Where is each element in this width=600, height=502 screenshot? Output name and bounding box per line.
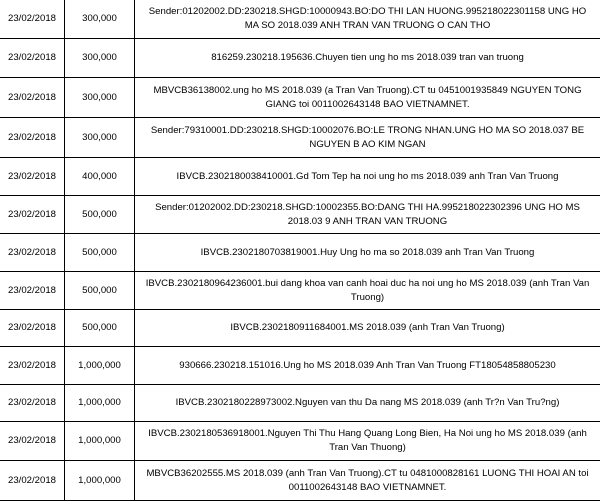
date-cell: 23/02/2018 (0, 78, 65, 118)
table-row (0, 39, 600, 78)
amount-cell: 1,000,000 (65, 385, 135, 422)
date-cell: 23/02/2018 (0, 196, 65, 234)
description-cell: 816259.230218.195636.Chuyen tien ung ho ms 2018.039 tran van truong (135, 39, 600, 78)
description-cell: IBVCB.2302180536918001.Nguyen Thi Thu Hang Quang Long Bien, Ha Noi ung ho MS 2018.039 (anh Tran Van Thuong) (135, 422, 600, 461)
description-cell: 930666.230218.151016.Ung ho MS 2018.039 Anh Tran Van Truong FT18054858805230 (135, 347, 600, 385)
amount-cell: 300,000 (65, 39, 135, 78)
date-cell: 23/02/2018 (0, 234, 65, 272)
amount-cell: 500,000 (65, 310, 135, 347)
description-cell: Sender:01202002.DD:230218.SHGD:10002355.BO:DANG THI HA.995218022302396 UNG HO MS 2018.03 9 ANH TRAN VAN TRUONG (135, 196, 600, 234)
description-cell: IBVCB.2302180228973002.Nguyen van thu Da nang MS 2018.039 (anh Tr?n Van Tru?ng) (135, 385, 600, 422)
amount-cell: 300,000 (65, 118, 135, 158)
amount-cell: 500,000 (65, 196, 135, 234)
amount-cell: 1,000,000 (65, 461, 135, 501)
date-cell: 23/02/2018 (0, 118, 65, 158)
table-row (0, 158, 600, 196)
table-row (0, 347, 600, 385)
table-row (0, 0, 600, 39)
description-cell: IBVCB.2302180964236001.bui dang khoa van canh hoai duc ha noi ung ho MS 2018.039 (anh Tran Van Truong) (135, 272, 600, 310)
amount-cell: 500,000 (65, 272, 135, 310)
date-cell: 23/02/2018 (0, 158, 65, 196)
description-cell: MBVCB36138002.ung ho MS 2018.039 (a Tran Van Truong).CT tu 0451001935849 NGUYEN TONG GIANG toi 0011002643148 BAO VIETNAMNET. (135, 78, 600, 118)
table-row (0, 422, 600, 461)
date-cell: 23/02/2018 (0, 461, 65, 501)
amount-cell: 500,000 (65, 234, 135, 272)
amount-cell: 1,000,000 (65, 422, 135, 461)
date-cell: 23/02/2018 (0, 385, 65, 422)
description-cell: IBVCB.2302180038410001.Gd Tom Tep ha noi ung ho ms 2018.039 anh Tran Van Truong (135, 158, 600, 196)
amount-cell: 400,000 (65, 158, 135, 196)
table-row (0, 118, 600, 158)
description-cell: Sender:79310001.DD:230218.SHGD:10002076.BO:LE TRONG NHAN.UNG HO MA SO 2018.037 BE NGUYEN B AO KIM NGAN (135, 118, 600, 158)
amount-cell: 300,000 (65, 78, 135, 118)
amount-cell: 300,000 (65, 0, 135, 39)
table-row (0, 310, 600, 347)
date-cell: 23/02/2018 (0, 310, 65, 347)
table-row (0, 272, 600, 310)
table-row (0, 461, 600, 501)
table-row (0, 385, 600, 422)
description-cell: Sender:01202002.DD:230218.SHGD:10000943.BO:DO THI LAN HUONG.995218022301158 UNG HO MA SO 2018.039 ANH TRAN VAN TRUONG O CAN THO (135, 0, 600, 39)
description-cell: MBVCB36202555.MS 2018.039 (anh Tran Van Truong).CT tu 0481000828161 LUONG THI HOAI AN toi 0011002643148 BAO VIETNAMNET. (135, 461, 600, 501)
table-row (0, 78, 600, 118)
date-cell: 23/02/2018 (0, 422, 65, 461)
date-cell: 23/02/2018 (0, 347, 65, 385)
table-row (0, 196, 600, 234)
date-cell: 23/02/2018 (0, 39, 65, 78)
table-row (0, 234, 600, 272)
description-cell: IBVCB.2302180703819001.Huy Ung ho ma so 2018.039 anh Tran Van Truong (135, 234, 600, 272)
amount-cell: 1,000,000 (65, 347, 135, 385)
description-cell: IBVCB.2302180911684001.MS 2018.039 (anh Tran Van Truong) (135, 310, 600, 347)
date-cell: 23/02/2018 (0, 272, 65, 310)
date-cell: 23/02/2018 (0, 0, 65, 39)
